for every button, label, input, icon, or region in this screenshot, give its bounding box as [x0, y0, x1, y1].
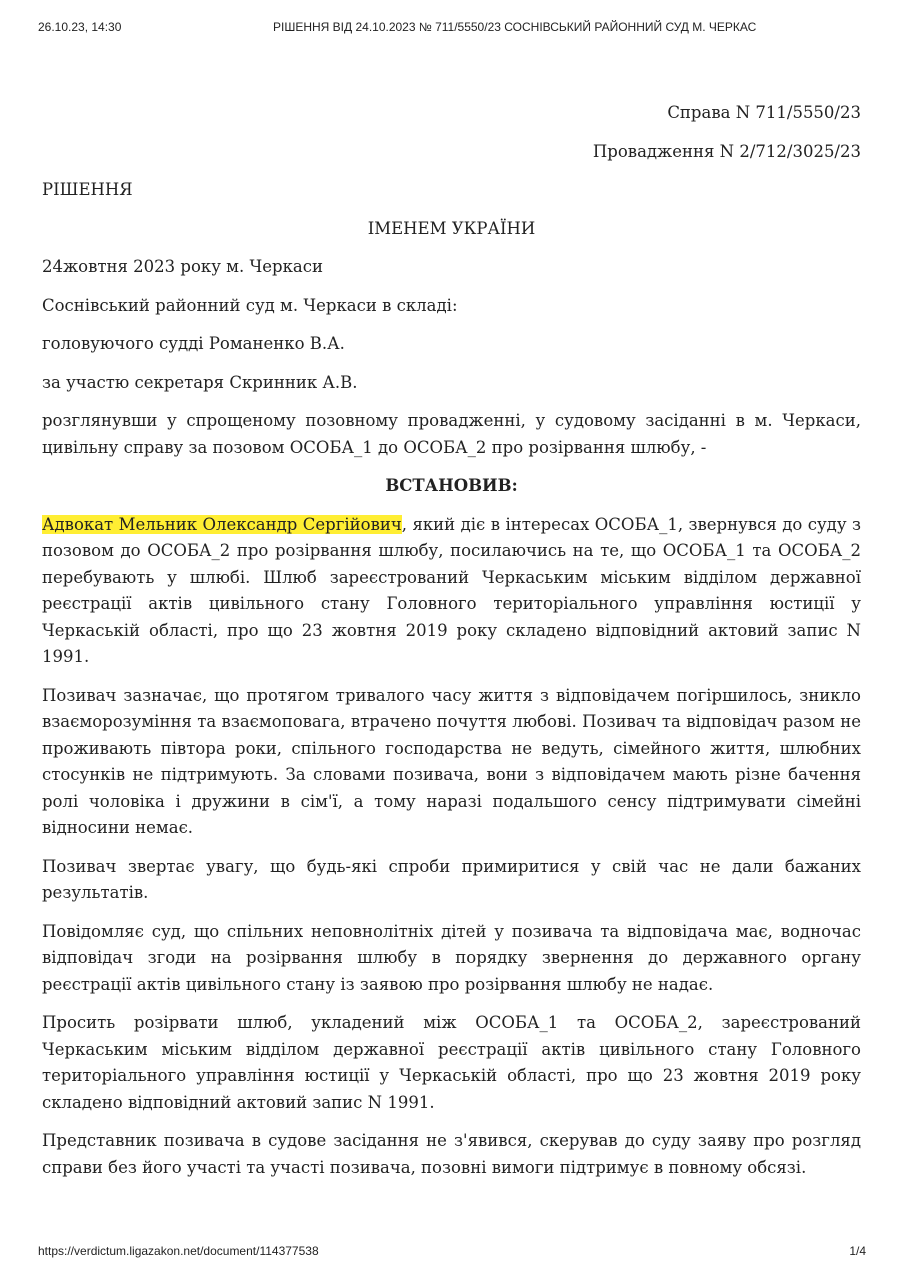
print-header [38, 20, 866, 36]
court-composition: Соснівський районний суд м. Черкаси в складі: [42, 295, 458, 315]
page-number: 1/4 [849, 1244, 866, 1258]
print-footer [38, 1244, 866, 1260]
paragraph-1 [42, 512, 861, 671]
paragraph-2: Позивач зазначає, що протягом тривалого часу життя з відповідачем погіршилось, зникло взаєморозуміння та взаємоповага, втрачено почуття любові. Позивач та відповідач разом не проживають півтора роки, спільного господарства не ведуть, сімейного життя, шлюбних стосунків не підтримують. За словами позивача, вони з відповідачем мають різне бачення ролі чоловіка і дружини в сім'ї, а тому наразі подальшого сенсу підтримувати сімейні відносини немає. [42, 685, 861, 837]
document-url[interactable]: https://verdictum.ligazakon.net/document/114377538 [38, 1244, 319, 1258]
document-body [42, 100, 861, 1193]
case-number: Справа N 711/5550/23 [667, 103, 861, 122]
highlighted-lawyer-name: Адвокат Мельник Олександр Сергійович [42, 514, 402, 534]
print-title: РІШЕННЯ ВІД 24.10.2023 № 711/5550/23 СОСНІВСЬКИЙ РАЙОННИЙ СУД М. ЧЕРКАС [273, 20, 757, 34]
paragraph-1-text: , який діє в інтересах ОСОБА_1, звернувся до суду з позовом до ОСОБА_2 про розірвання шлюбу, посилаючись на те, що ОСОБА_1 та ОСОБА_2 перебувають у шлюбі. Шлюб зареєстрований Черкаським міським відділом державної реєстрації актів цивільного стану Головного територіального управління юстиції у Черкаській області, про що 23 жовтня 2019 року складено відповідний актовий запис N 1991. [42, 514, 861, 666]
paragraph-4: Повідомляє суд, що спільних неповнолітніх дітей у позивача та відповідача має, водночас відповідач згоди на розірвання шлюбу в порядку звернення до державного органу реєстрації актів цивільного стану із заявою про розірвання шлюбу не надає. [42, 921, 861, 994]
proceeding-number: Провадження N 2/712/3025/23 [592, 141, 861, 161]
consideration-paragraph: розглянувши у спрощеному позовному провадженні, у судовому засіданні в м. Черкаси, цивільну справу за позовом ОСОБА_1 до ОСОБА_2 про розірвання шлюбу, - [42, 411, 861, 457]
secretary: за участю секретаря Скринник А.В. [42, 372, 358, 392]
print-datetime: 26.10.23, 14:30 [38, 20, 122, 34]
decision-title: РІШЕННЯ [42, 180, 133, 199]
in-the-name-heading: ІМЕНЕМ УКРАЇНИ [367, 218, 536, 238]
paragraph-6: Представник позивача в судове засідання не з'явився, скерував до суду заяву про розгляд справи без його участі та участі позивача, позовні вимоги підтримує в повному обсязі. [42, 1131, 861, 1177]
presiding-judge: головуючого судді Романенко В.А. [42, 334, 345, 353]
paragraph-3: Позивач звертає увагу, що будь-які спроби примиритися у свій час не дали бажаних результатів. [42, 856, 861, 902]
date-place: 24жовтня 2023 року м. Черкаси [42, 257, 323, 276]
established-heading: ВСТАНОВИВ: [385, 476, 518, 495]
paragraph-5: Просить розірвати шлюб, укладений між ОСОБА_1 та ОСОБА_2, зареєстрований Черкаським міським відділом державної реєстрації актів цивільного стану Головного територіального управління юстиції у Черкаській області, про що 23 жовтня 2019 року складено відповідний актовий запис N 1991. [42, 1013, 861, 1112]
